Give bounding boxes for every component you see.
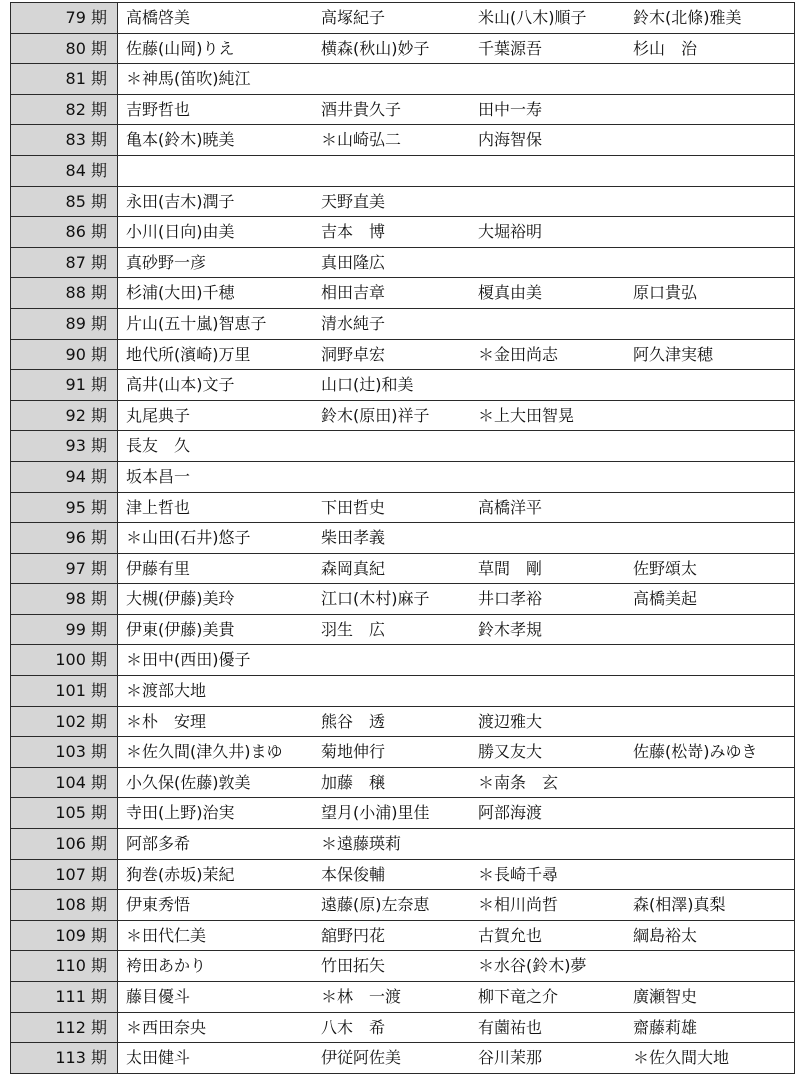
member-name: 竹田拓矢 — [321, 956, 386, 976]
table-row — [11, 676, 795, 707]
member-names-cell — [118, 1012, 795, 1043]
member-name: ＊長崎千尋 — [478, 864, 559, 884]
member-name — [633, 217, 793, 247]
member-names-cell — [118, 829, 795, 860]
member-name: 伊藤有里 — [126, 558, 191, 578]
member-name: 鈴木孝規 — [478, 619, 543, 639]
member-name: 亀本(鈴木)暁美 — [126, 130, 235, 150]
member-name: ＊水谷(鈴木)夢 — [478, 956, 587, 976]
member-name — [633, 493, 793, 523]
member-name: 坂本昌一 — [126, 466, 191, 486]
member-name: 綱島裕太 — [633, 925, 698, 945]
table-row — [11, 461, 795, 492]
member-name: ＊南条 玄 — [478, 772, 559, 792]
term-label: 98 期 — [11, 584, 118, 615]
term-label: 100 期 — [11, 645, 118, 676]
member-name — [633, 829, 793, 859]
member-names-cell — [118, 125, 795, 156]
member-name: ＊田中(西田)優子 — [126, 650, 251, 670]
member-name — [633, 431, 793, 461]
member-name: 齋藤莉雄 — [633, 1017, 698, 1037]
member-name: 古賀允也 — [478, 925, 543, 945]
member-names-cell — [118, 645, 795, 676]
member-name: 吉本 博 — [321, 222, 386, 242]
member-name — [633, 248, 793, 278]
member-name — [633, 798, 793, 828]
member-name — [633, 370, 793, 400]
member-name: 森(相澤)真梨 — [633, 895, 726, 915]
member-name: 太田健斗 — [126, 1048, 191, 1068]
member-name — [478, 431, 633, 461]
member-name — [321, 156, 478, 186]
member-name — [633, 860, 793, 890]
term-label: 112 期 — [11, 1012, 118, 1043]
member-name: ＊佐久間大地 — [633, 1048, 730, 1068]
term-label: 81 期 — [11, 64, 118, 95]
member-names-cell — [118, 706, 795, 737]
member-name: 清水純子 — [321, 313, 386, 333]
member-name: 津上哲也 — [126, 497, 191, 517]
member-names-cell — [118, 614, 795, 645]
table-row — [11, 645, 795, 676]
member-name: 永田(吉木)潤子 — [126, 191, 235, 211]
term-label: 105 期 — [11, 798, 118, 829]
table-row — [11, 339, 795, 370]
member-names-cell — [118, 676, 795, 707]
member-name: ＊神馬(笛吹)純江 — [126, 69, 251, 89]
term-label: 84 期 — [11, 155, 118, 186]
table-row — [11, 33, 795, 64]
member-name: 内海智保 — [478, 130, 543, 150]
roster-body — [11, 3, 795, 1074]
table-row — [11, 155, 795, 186]
member-name: 高橋啓美 — [126, 8, 191, 27]
member-name: 八木 希 — [321, 1017, 386, 1037]
term-label: 101 期 — [11, 676, 118, 707]
table-row — [11, 951, 795, 982]
term-label: 88 期 — [11, 278, 118, 309]
member-name — [633, 125, 793, 155]
member-name: 高橋洋平 — [478, 497, 543, 517]
table-row — [11, 798, 795, 829]
member-name: 草間 剛 — [478, 558, 543, 578]
member-name: 廣瀬智史 — [633, 987, 698, 1006]
member-names-cell — [118, 920, 795, 951]
member-name: 下田哲史 — [321, 497, 386, 517]
member-name — [633, 64, 793, 94]
term-label: 79 期 — [11, 3, 118, 34]
member-name: 真田隆広 — [321, 252, 386, 272]
table-row — [11, 614, 795, 645]
member-name: 阿久津実穂 — [633, 344, 714, 364]
table-row — [11, 492, 795, 523]
member-name — [478, 370, 633, 400]
member-name — [633, 707, 793, 737]
member-name — [633, 95, 793, 125]
member-name: ＊田代仁美 — [126, 925, 207, 945]
member-name — [478, 645, 633, 675]
member-name: 舘野円花 — [321, 925, 386, 945]
member-names-cell — [118, 217, 795, 248]
member-name — [633, 401, 793, 431]
member-name: ＊上大田智晃 — [478, 405, 575, 425]
member-names-cell — [118, 33, 795, 64]
member-names-cell — [118, 247, 795, 278]
table-row — [11, 553, 795, 584]
table-row — [11, 247, 795, 278]
member-name: ＊相川尚哲 — [478, 895, 559, 915]
member-name — [633, 462, 793, 492]
member-name: 望月(小浦)里佳 — [321, 803, 430, 823]
member-name: ＊山崎弘二 — [321, 130, 402, 150]
member-name: 田中一寿 — [478, 99, 543, 119]
member-names-cell — [118, 982, 795, 1013]
member-name — [321, 431, 478, 461]
member-name: ＊佐久間(津久井)まゆ — [126, 742, 283, 762]
member-name — [126, 156, 321, 186]
table-row — [11, 767, 795, 798]
member-name: 相田吉章 — [321, 283, 386, 303]
table-row — [11, 890, 795, 921]
member-name: 酒井貴久子 — [321, 99, 402, 119]
term-label: 94 期 — [11, 461, 118, 492]
member-name: 鈴木(北條)雅美 — [633, 8, 742, 27]
term-label: 90 期 — [11, 339, 118, 370]
member-name: 羽生 広 — [321, 619, 386, 639]
roster-table — [10, 2, 795, 1074]
member-names-cell — [118, 308, 795, 339]
member-names-cell — [118, 94, 795, 125]
term-label: 80 期 — [11, 33, 118, 64]
term-label: 89 期 — [11, 308, 118, 339]
member-name: 榎真由美 — [478, 283, 543, 303]
table-row — [11, 370, 795, 401]
member-name — [478, 523, 633, 553]
member-name: 寺田(上野)治実 — [126, 803, 235, 823]
term-label: 104 期 — [11, 767, 118, 798]
member-name — [478, 676, 633, 706]
table-row — [11, 1012, 795, 1043]
member-names-cell — [118, 3, 795, 34]
member-name — [478, 156, 633, 186]
table-row — [11, 308, 795, 339]
member-name — [321, 645, 478, 675]
member-name: ＊金田尚志 — [478, 344, 559, 364]
member-name: 高井(山本)文子 — [126, 375, 235, 395]
member-name — [633, 187, 793, 217]
member-names-cell — [118, 370, 795, 401]
table-row — [11, 186, 795, 217]
member-name: 洞野卓宏 — [321, 344, 386, 364]
member-names-cell — [118, 584, 795, 615]
member-name: 高塚紀子 — [321, 8, 386, 27]
member-name: 片山(五十嵐)智恵子 — [126, 313, 267, 333]
term-label: 97 期 — [11, 553, 118, 584]
member-names-cell — [118, 1043, 795, 1074]
table-row — [11, 400, 795, 431]
term-label: 92 期 — [11, 400, 118, 431]
member-name — [633, 645, 793, 675]
member-names-cell — [118, 951, 795, 982]
member-name: ＊西田奈央 — [126, 1017, 207, 1037]
member-name — [478, 187, 633, 217]
table-row — [11, 94, 795, 125]
member-name: ＊渡部大地 — [126, 681, 207, 701]
member-name: ＊遠藤瑛莉 — [321, 834, 402, 854]
member-name: 小久保(佐藤)敦美 — [126, 772, 251, 792]
term-label: 102 期 — [11, 706, 118, 737]
member-name: 山口(辻)和美 — [321, 375, 414, 395]
member-name — [633, 156, 793, 186]
term-label: 91 期 — [11, 370, 118, 401]
term-label: 93 期 — [11, 431, 118, 462]
member-name: 原口貴弘 — [633, 283, 698, 303]
member-name: 杉浦(大田)千穂 — [126, 283, 235, 303]
member-names-cell — [118, 461, 795, 492]
table-row — [11, 1043, 795, 1074]
member-name: 横森(秋山)妙子 — [321, 38, 430, 58]
member-name: 小川(日向)由美 — [126, 222, 235, 242]
member-name: 米山(八木)順子 — [478, 8, 587, 27]
member-name: 菊地伸行 — [321, 742, 386, 762]
member-name: 井口孝裕 — [478, 589, 543, 609]
member-name: 勝又友大 — [478, 742, 543, 762]
member-name — [633, 523, 793, 553]
term-label: 95 期 — [11, 492, 118, 523]
member-name: 伊東秀悟 — [126, 895, 191, 915]
member-name: 谷川茉那 — [478, 1048, 543, 1068]
member-names-cell — [118, 523, 795, 554]
member-names-cell — [118, 859, 795, 890]
member-name: 丸尾典子 — [126, 405, 191, 425]
member-name: 高橋美起 — [633, 589, 698, 609]
member-name: 杉山 治 — [633, 38, 698, 58]
member-name: 千葉源吾 — [478, 38, 543, 58]
member-names-cell — [118, 890, 795, 921]
member-name: 鈴木(原田)祥子 — [321, 405, 430, 425]
member-names-cell — [118, 278, 795, 309]
member-name: 佐藤(山岡)りえ — [126, 38, 235, 58]
member-name — [478, 829, 633, 859]
term-label: 103 期 — [11, 737, 118, 768]
member-name: 佐藤(松嵜)みゆき — [633, 742, 758, 762]
member-names-cell — [118, 64, 795, 95]
member-name: 有薗祐也 — [478, 1017, 543, 1037]
member-name: 藤目優斗 — [126, 987, 191, 1006]
table-row — [11, 3, 795, 34]
term-label: 110 期 — [11, 951, 118, 982]
term-label: 113 期 — [11, 1043, 118, 1074]
member-name: 天野直美 — [321, 191, 386, 211]
member-name: 大槻(伊藤)美玲 — [126, 589, 235, 609]
table-row — [11, 125, 795, 156]
member-name: 伊東(伊藤)美貴 — [126, 619, 235, 639]
member-names-cell — [118, 492, 795, 523]
member-name: 加藤 穣 — [321, 772, 386, 792]
member-name — [478, 309, 633, 339]
table-row — [11, 859, 795, 890]
member-names-cell — [118, 767, 795, 798]
table-row — [11, 523, 795, 554]
member-names-cell — [118, 737, 795, 768]
table-row — [11, 737, 795, 768]
member-names-cell — [118, 155, 795, 186]
member-name: 遠藤(原)左奈恵 — [321, 895, 430, 915]
member-name — [633, 615, 793, 645]
term-label: 111 期 — [11, 982, 118, 1013]
member-name: 吉野哲也 — [126, 99, 191, 119]
member-name — [478, 64, 633, 94]
table-row — [11, 584, 795, 615]
member-name: 袴田あかり — [126, 956, 207, 976]
member-name — [633, 768, 793, 798]
table-row — [11, 217, 795, 248]
member-name: ＊林 一渡 — [321, 987, 402, 1006]
member-name — [321, 64, 478, 94]
term-label: 87 期 — [11, 247, 118, 278]
table-row — [11, 920, 795, 951]
table-row — [11, 829, 795, 860]
member-name: 江口(木村)麻子 — [321, 589, 430, 609]
member-names-cell — [118, 431, 795, 462]
member-name — [633, 951, 793, 981]
table-row — [11, 278, 795, 309]
member-name: 佐野頌太 — [633, 558, 698, 578]
member-name: 狗巻(赤坂)茉紀 — [126, 864, 235, 884]
term-label: 86 期 — [11, 217, 118, 248]
member-name — [478, 248, 633, 278]
member-name — [633, 309, 793, 339]
term-label: 107 期 — [11, 859, 118, 890]
term-label: 99 期 — [11, 614, 118, 645]
member-name: 地代所(濱崎)万里 — [126, 344, 251, 364]
member-name: ＊朴 安理 — [126, 711, 207, 731]
member-name: 真砂野一彦 — [126, 252, 207, 272]
member-name: 阿部多希 — [126, 834, 191, 854]
member-name: 長友 久 — [126, 436, 191, 456]
member-name: 森岡真紀 — [321, 558, 386, 578]
term-label: 106 期 — [11, 829, 118, 860]
member-name — [478, 462, 633, 492]
table-row — [11, 982, 795, 1013]
member-name: 柳下竜之介 — [478, 987, 559, 1006]
member-names-cell — [118, 553, 795, 584]
member-names-cell — [118, 798, 795, 829]
member-names-cell — [118, 400, 795, 431]
member-name: 渡辺雅大 — [478, 711, 543, 731]
member-name: 大堀裕明 — [478, 222, 543, 242]
member-name: ＊山田(石井)悠子 — [126, 528, 251, 548]
member-name: 阿部海渡 — [478, 803, 543, 823]
member-name — [321, 676, 478, 706]
member-names-cell — [118, 339, 795, 370]
member-name — [321, 462, 478, 492]
term-label: 109 期 — [11, 920, 118, 951]
table-row — [11, 706, 795, 737]
member-name — [633, 676, 793, 706]
member-name: 柴田孝義 — [321, 528, 386, 548]
table-row — [11, 64, 795, 95]
member-name: 伊従阿佐美 — [321, 1048, 402, 1068]
term-label: 82 期 — [11, 94, 118, 125]
term-label: 96 期 — [11, 523, 118, 554]
table-row — [11, 431, 795, 462]
term-label: 108 期 — [11, 890, 118, 921]
member-name: 本保俊輔 — [321, 864, 386, 884]
term-label: 83 期 — [11, 125, 118, 156]
member-names-cell — [118, 186, 795, 217]
member-name: 熊谷 透 — [321, 711, 386, 731]
term-label: 85 期 — [11, 186, 118, 217]
